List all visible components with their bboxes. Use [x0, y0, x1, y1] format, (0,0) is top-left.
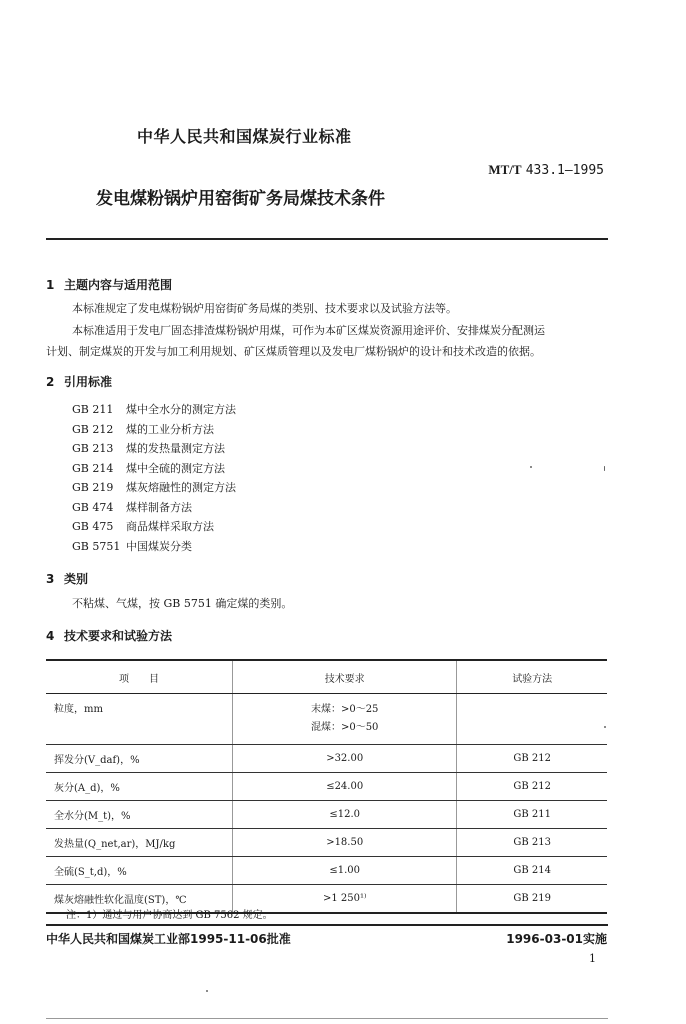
standard-prefix: MT/T: [488, 162, 522, 177]
reference-item: [72, 400, 236, 420]
table-row: [46, 773, 607, 801]
section-1-title: 主题内容与适用范围: [64, 278, 173, 292]
cell-item: 全硫(S_t,d)，%: [46, 857, 233, 885]
table-row: [46, 801, 607, 829]
scan-speck: [604, 726, 606, 728]
section-2-number: 2: [46, 375, 55, 389]
cell-requirement: [233, 694, 457, 745]
document-title: 发电煤粉锅炉用窑街矿务局煤技术条件: [96, 189, 385, 209]
table-row: [46, 694, 607, 745]
reference-name: 中国煤炭分类: [126, 539, 192, 553]
section-1-heading: [46, 276, 172, 293]
reference-list: [72, 400, 236, 556]
page-number: 1: [589, 952, 596, 965]
cell-requirement: >18.50: [233, 829, 457, 857]
section-4-number: 4: [46, 629, 55, 643]
reference-name: 煤的发热量测定方法: [126, 442, 225, 455]
section-1-number: 1: [46, 278, 55, 292]
section-2-heading: [46, 373, 112, 390]
cell-method: GB 211: [457, 801, 607, 829]
reference-code: GB 214: [72, 461, 114, 475]
paragraph-categories: 不粘煤、气煤，按 GB 5751 确定煤的类别。: [72, 597, 293, 610]
scan-speck: [206, 990, 208, 992]
reference-code: GB 474: [72, 500, 114, 514]
approval-line: 中华人民共和国煤炭工业部1995-11-06批准: [46, 932, 291, 946]
reference-item: [72, 537, 236, 557]
requirement-line: 混煤：>0～50: [310, 722, 379, 733]
cell-method: GB 214: [457, 857, 607, 885]
footer-divider: [46, 924, 608, 926]
section-3-title: 类别: [64, 572, 89, 586]
cell-requirement: ≤1.00: [233, 857, 457, 885]
table-row: [46, 829, 607, 857]
section-3-heading: [46, 570, 88, 587]
section-3-number: 3: [46, 572, 55, 586]
column-header-item: 项 目: [46, 660, 233, 694]
title-divider: [46, 238, 608, 240]
cell-item: 发热量(Q_net,ar)，MJ/kg: [46, 829, 233, 857]
reference-item: [72, 498, 236, 518]
cell-item: 粒度，mm: [46, 694, 233, 745]
column-header-requirement: 技术要求: [233, 660, 457, 694]
section-4-heading: [46, 627, 172, 644]
cell-requirement: >32.00: [233, 745, 457, 773]
cell-method: GB 213: [457, 829, 607, 857]
paragraph-applicability-2: 计划、制定煤炭的开发与加工利用规划、矿区煤质管理以及发电厂煤粉锅炉的设计和技术改造的依据。: [46, 345, 541, 358]
cell-method: GB 219: [457, 885, 607, 914]
cell-method: GB 212: [457, 773, 607, 801]
paragraph-scope: 本标准规定了发电煤粉锅炉用窑街矿务局煤的类别、技术要求以及试验方法等。: [72, 302, 457, 315]
reference-item: [72, 420, 236, 440]
standard-category-header: 中华人民共和国煤炭行业标准: [137, 127, 352, 146]
reference-name: 煤中全硫的测定方法: [126, 461, 225, 475]
scan-speck: [530, 466, 532, 468]
paragraph-applicability-1: 本标准适用于发电厂固态排渣煤粉锅炉用煤，可作为本矿区煤炭资源用途评价、安排煤炭分配测运: [72, 324, 545, 337]
cell-item: 煤灰熔融性软化温度(ST)，℃: [46, 885, 233, 914]
table-header-row: [46, 660, 607, 694]
column-header-method: 试验方法: [457, 660, 607, 694]
reference-code: GB 213: [72, 442, 114, 455]
cell-item: 挥发分(V_daf)，%: [46, 745, 233, 773]
scan-speck: [604, 466, 605, 471]
reference-item: [72, 517, 236, 537]
standard-code: 433.1—1995: [525, 163, 604, 178]
table-row: [46, 745, 607, 773]
reference-code: GB 212: [72, 422, 114, 436]
reference-name: 煤中全水分的测定方法: [126, 403, 236, 416]
scan-edge-line: [46, 1018, 608, 1019]
cell-method: [457, 694, 607, 745]
reference-name: 商品煤样采取方法: [126, 520, 214, 533]
reference-code: GB 219: [72, 481, 114, 494]
section-2-title: 引用标准: [64, 375, 113, 389]
cell-requirement: ≤24.00: [233, 773, 457, 801]
cell-item: 全水分(M_t)，%: [46, 801, 233, 829]
reference-name: 煤样制备方法: [126, 500, 192, 514]
cell-item: 灰分(A_d)，%: [46, 773, 233, 801]
reference-code: GB 475: [72, 520, 114, 533]
reference-item: [72, 439, 236, 459]
reference-code: GB 5751: [72, 539, 121, 553]
cell-method: GB 212: [457, 745, 607, 773]
reference-item: [72, 459, 236, 479]
section-4-title: 技术要求和试验方法: [64, 629, 173, 643]
reference-item: [72, 478, 236, 498]
requirement-line: 末煤：>0～25: [310, 704, 379, 715]
effective-date: 1996-03-01实施: [506, 932, 607, 946]
table-footnote: 注：1）通过与用户协商达到 GB 7562 规定。: [66, 910, 273, 921]
reference-name: 煤灰熔融性的测定方法: [126, 481, 236, 494]
standard-number: [488, 162, 604, 178]
cell-requirement: >1 250¹⁾: [233, 885, 457, 914]
table-row: [46, 857, 607, 885]
reference-code: GB 211: [72, 403, 114, 416]
technical-requirements-table: [46, 659, 607, 914]
reference-name: 煤的工业分析方法: [126, 422, 214, 436]
cell-requirement: ≤12.0: [233, 801, 457, 829]
